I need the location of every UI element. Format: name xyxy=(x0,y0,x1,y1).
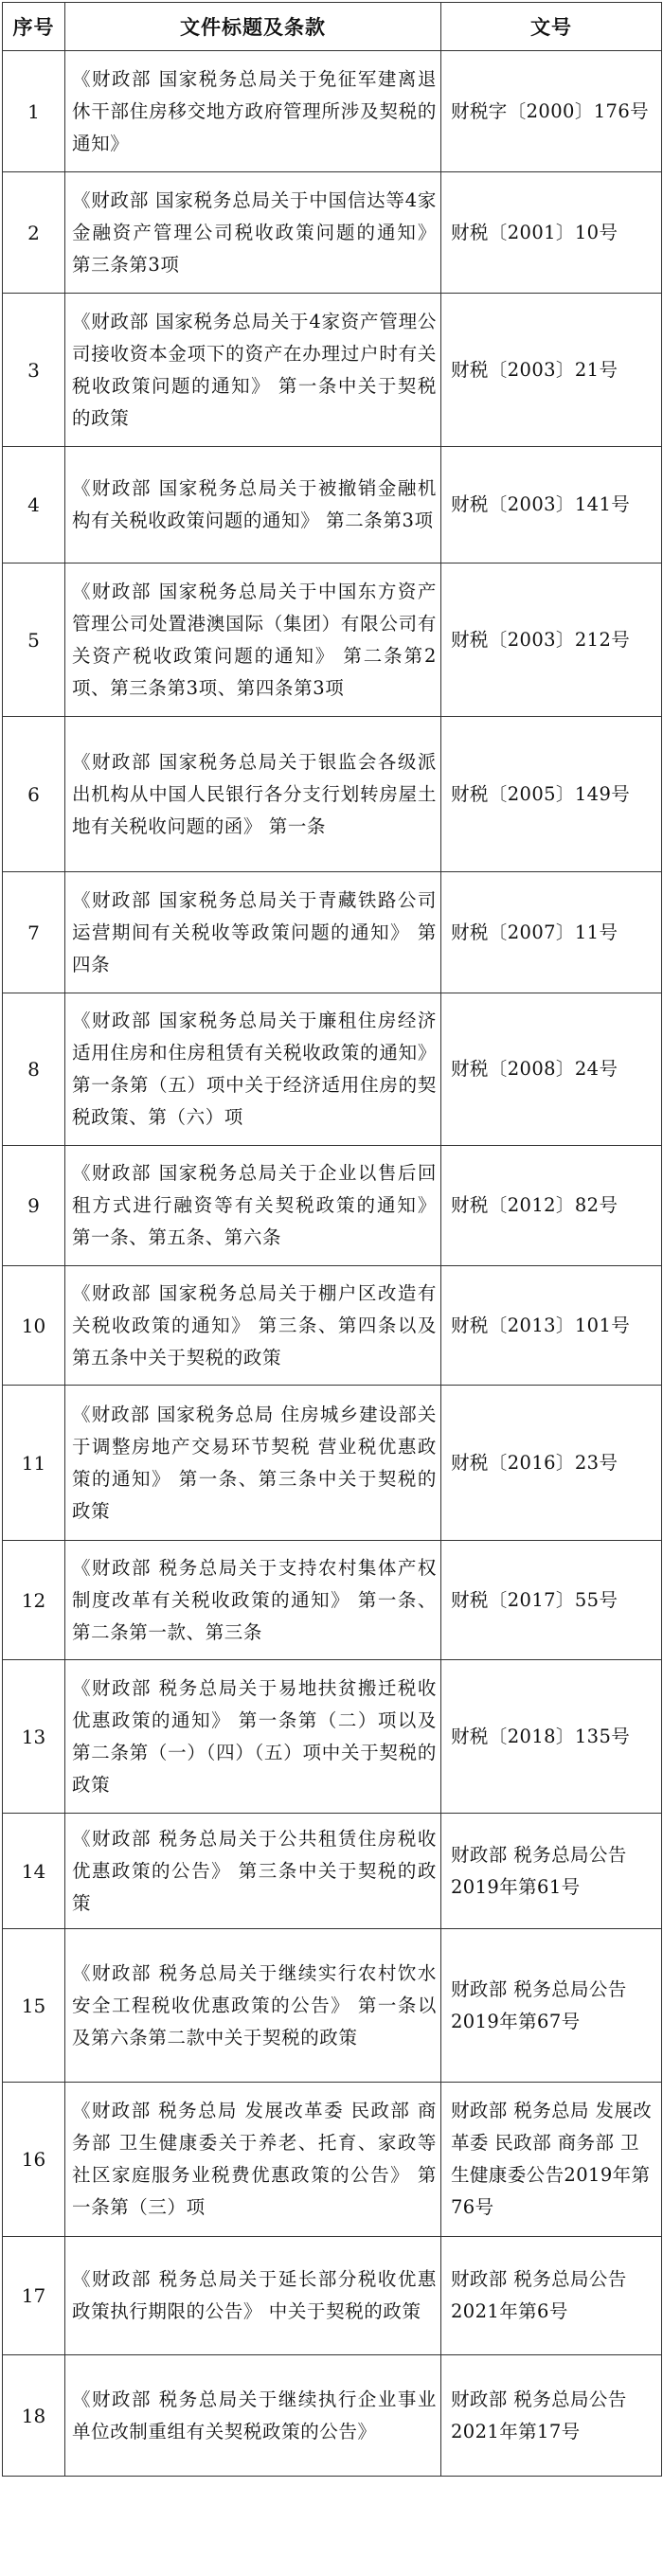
row-title: 《财政部 税务总局关于继续执行企业事业单位改制重组有关契税政策的公告》 xyxy=(65,2355,441,2477)
row-number: 财税〔2007〕11号 xyxy=(441,872,662,993)
row-number: 财税〔2018〕135号 xyxy=(441,1660,662,1814)
policy-table xyxy=(2,2,662,2477)
row-index: 15 xyxy=(3,1929,65,2083)
table-row xyxy=(3,172,662,294)
table-row xyxy=(3,993,662,1146)
row-title: 《财政部 国家税务总局关于棚户区改造有关税收政策的通知》 第三条、第四条以及第五条中关于契税的政策 xyxy=(65,1266,441,1386)
row-number: 财税〔2013〕101号 xyxy=(441,1266,662,1386)
row-title: 《财政部 国家税务总局关于青藏铁路公司运营期间有关税收等政策问题的通知》 第四条 xyxy=(65,872,441,993)
row-number: 财政部 税务总局公告2021年第6号 xyxy=(441,2237,662,2355)
row-number: 财税〔2003〕141号 xyxy=(441,447,662,564)
row-index: 2 xyxy=(3,172,65,294)
row-title: 《财政部 国家税务总局关于银监会各级派出机构从中国人民银行各分支行划转房屋土地有关税收问题的函》 第一条 xyxy=(65,717,441,872)
row-title: 《财政部 国家税务总局关于4家资产管理公司接收资本金项下的资产在办理过户时有关税收政策问题的通知》 第一条中关于契税的政策 xyxy=(65,294,441,447)
table-row xyxy=(3,1541,662,1660)
table-row xyxy=(3,2355,662,2477)
row-index: 13 xyxy=(3,1660,65,1814)
row-title: 《财政部 税务总局关于延长部分税收优惠政策执行期限的公告》 中关于契税的政策 xyxy=(65,2237,441,2355)
row-number: 财政部 税务总局公告2019年第67号 xyxy=(441,1929,662,2083)
row-index: 10 xyxy=(3,1266,65,1386)
row-title: 《财政部 税务总局关于继续实行农村饮水安全工程税收优惠政策的公告》 第一条以及第六条第二款中关于契税的政策 xyxy=(65,1929,441,2083)
header-index: 序号 xyxy=(3,3,65,51)
row-index: 12 xyxy=(3,1541,65,1660)
row-title: 《财政部 税务总局 发展改革委 民政部 商务部 卫生健康委关于养老、托育、家政等社区家庭服务业税费优惠政策的公告》 第一条第（三）项 xyxy=(65,2083,441,2237)
row-number: 财政部 税务总局 发展改革委 民政部 商务部 卫生健康委公告2019年第76号 xyxy=(441,2083,662,2237)
row-number: 财税字〔2000〕176号 xyxy=(441,51,662,172)
row-index: 7 xyxy=(3,872,65,993)
row-title: 《财政部 税务总局关于易地扶贫搬迁税收优惠政策的通知》 第一条第（二）项以及第二条第（一）（四）（五）项中关于契税的政策 xyxy=(65,1660,441,1814)
row-index: 17 xyxy=(3,2237,65,2355)
row-number: 财政部 税务总局公告2021年第17号 xyxy=(441,2355,662,2477)
row-title: 《财政部 国家税务总局关于企业以售后回租方式进行融资等有关契税政策的通知》 第一条、第五条、第六条 xyxy=(65,1146,441,1266)
row-number: 财税〔2008〕24号 xyxy=(441,993,662,1146)
table-row xyxy=(3,1386,662,1541)
header-title: 文件标题及条款 xyxy=(65,3,441,51)
table-row xyxy=(3,1266,662,1386)
row-index: 18 xyxy=(3,2355,65,2477)
row-title: 《财政部 税务总局关于公共租赁住房税收优惠政策的公告》 第三条中关于契税的政策 xyxy=(65,1814,441,1929)
row-index: 16 xyxy=(3,2083,65,2237)
table-row xyxy=(3,2237,662,2355)
row-number: 财税〔2003〕21号 xyxy=(441,294,662,447)
row-title: 《财政部 税务总局关于支持农村集体产权制度改革有关税收政策的通知》 第一条、第二条第一款、第三条 xyxy=(65,1541,441,1660)
row-index: 4 xyxy=(3,447,65,564)
header-number: 文号 xyxy=(441,3,662,51)
table-row xyxy=(3,872,662,993)
row-index: 9 xyxy=(3,1146,65,1266)
table-row xyxy=(3,447,662,564)
row-title: 《财政部 国家税务总局 住房城乡建设部关于调整房地产交易环节契税 营业税优惠政策的通知》 第一条、第三条中关于契税的政策 xyxy=(65,1386,441,1541)
table-row xyxy=(3,294,662,447)
row-number: 财政部 税务总局公告2019年第61号 xyxy=(441,1814,662,1929)
table-row xyxy=(3,1929,662,2083)
row-title: 《财政部 国家税务总局关于免征军建离退休干部住房移交地方政府管理所涉及契税的通知》 xyxy=(65,51,441,172)
row-index: 1 xyxy=(3,51,65,172)
row-title: 《财政部 国家税务总局关于被撤销金融机构有关税收政策问题的通知》 第二条第3项 xyxy=(65,447,441,564)
row-number: 财税〔2001〕10号 xyxy=(441,172,662,294)
row-index: 5 xyxy=(3,564,65,717)
row-index: 14 xyxy=(3,1814,65,1929)
table-row xyxy=(3,2083,662,2237)
row-number: 财税〔2005〕149号 xyxy=(441,717,662,872)
row-number: 财税〔2016〕23号 xyxy=(441,1386,662,1541)
table-row xyxy=(3,1146,662,1266)
row-index: 11 xyxy=(3,1386,65,1541)
table-row xyxy=(3,717,662,872)
row-index: 6 xyxy=(3,717,65,872)
row-index: 8 xyxy=(3,993,65,1146)
row-index: 3 xyxy=(3,294,65,447)
row-title: 《财政部 国家税务总局关于中国东方资产管理公司处置港澳国际（集团）有限公司有关资产税收政策问题的通知》 第二条第2项、第三条第3项、第四条第3项 xyxy=(65,564,441,717)
row-number: 财税〔2012〕82号 xyxy=(441,1146,662,1266)
table-header-row xyxy=(3,3,662,51)
table-row xyxy=(3,564,662,717)
table-row xyxy=(3,1814,662,1929)
row-number: 财税〔2017〕55号 xyxy=(441,1541,662,1660)
row-number: 财税〔2003〕212号 xyxy=(441,564,662,717)
row-title: 《财政部 国家税务总局关于中国信达等4家金融资产管理公司税收政策问题的通知》 第三条第3项 xyxy=(65,172,441,294)
row-title: 《财政部 国家税务总局关于廉租住房经济适用住房和住房租赁有关税收政策的通知》 第一条第（五）项中关于经济适用住房的契税政策、第（六）项 xyxy=(65,993,441,1146)
table-row xyxy=(3,1660,662,1814)
table-row xyxy=(3,51,662,172)
